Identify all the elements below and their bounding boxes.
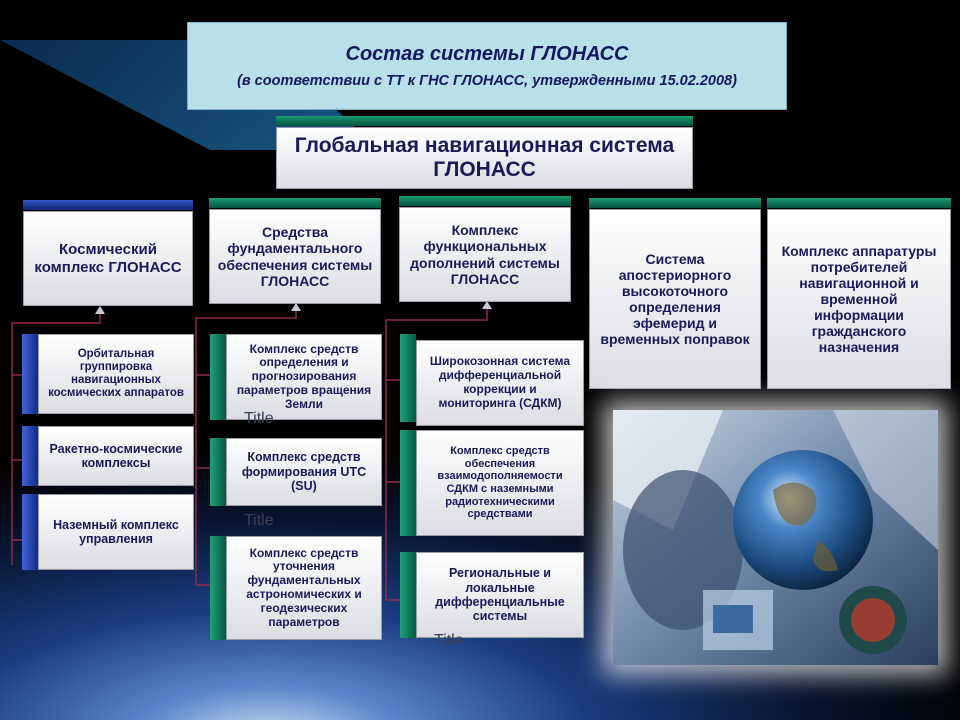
- child-accent-bar: [400, 430, 416, 536]
- child-accent-bar: [210, 536, 226, 640]
- child-accent-bar: [22, 494, 38, 570]
- child-utc-su: [226, 438, 382, 506]
- child-label: Комплекс средств формирования UTC (SU): [241, 450, 367, 494]
- root-accent-strip: [276, 116, 693, 126]
- child-label: Широкозонная система дифференциальной коррекции и мониторинга (СДКМ): [429, 354, 571, 410]
- slide-subtitle: (в соответствии с ТТ к ГНС ГЛОНАСС, утвержденными 15.02.2008): [237, 73, 737, 89]
- child-earth-rotation: [226, 334, 382, 420]
- col3-accent-strip: [399, 196, 571, 206]
- root-system-label: Глобальная навигационная система ГЛОНАСС: [294, 133, 675, 181]
- column-label: Комплекс аппаратуры потребителей навигационной и временной информации гражданского назначения: [781, 242, 937, 356]
- child-accent-bar: [400, 334, 416, 422]
- column-label: Система апостериорного высокоточного определения эфемерид и временных поправок: [600, 250, 750, 348]
- child-ground-control: [38, 494, 194, 570]
- child-label: Орбитальная группировка навигационных космических аппаратов: [48, 347, 184, 400]
- child-orbital-constellation: [38, 334, 194, 414]
- col4-accent-strip: [589, 198, 761, 208]
- child-regional-local: [416, 552, 584, 638]
- child-accent-bar: [22, 426, 38, 486]
- watermark-text: Title: [244, 512, 274, 529]
- column-posteriori-ephemeris: [589, 209, 761, 389]
- child-sdkm-compatibility: [416, 430, 584, 536]
- root-system-box: [276, 127, 693, 189]
- child-rocket-space-complexes: [38, 426, 194, 486]
- child-label: Региональные и локальные дифференциальные системы: [435, 566, 565, 624]
- child-label: Комплекс средств обеспечения взаимодополняемости СДКМ с наземными радиотехническими средствами: [437, 445, 563, 521]
- column-header-label: Комплекс функциональных дополнений системы ГЛОНАСС: [410, 222, 560, 287]
- child-astro-geodetic: [226, 536, 382, 640]
- child-sdkm: [416, 340, 584, 426]
- child-accent-bar: [22, 334, 38, 414]
- column-header-label: Средства фундаментального обеспечения системы ГЛОНАСС: [217, 224, 373, 289]
- col2-accent-strip: [209, 198, 381, 208]
- child-accent-bar: [210, 334, 226, 420]
- watermark-text: Title: [434, 632, 464, 649]
- column-user-equipment: [767, 209, 951, 389]
- child-label: Наземный комплекс управления: [53, 517, 179, 546]
- child-label: Комплекс средств определения и прогнозирования параметров вращения Земли: [236, 341, 372, 411]
- column-header-space-complex: [23, 211, 193, 306]
- column-header-fundamental-support: [209, 209, 381, 304]
- column-header-label: Космический комплекс ГЛОНАСС: [34, 241, 182, 276]
- slide-title: Состав системы ГЛОНАСС: [345, 43, 629, 65]
- child-accent-bar: [210, 438, 226, 506]
- col5-accent-strip: [767, 198, 951, 208]
- child-accent-bar: [400, 552, 416, 638]
- collage-image: [613, 410, 938, 665]
- watermark-text: Title: [244, 410, 274, 427]
- child-label: Комплекс средств уточнения фундаментальных астрономических и геодезических параметров: [246, 545, 362, 629]
- child-label: Ракетно-космические комплексы: [49, 441, 183, 470]
- column-header-augmentation: [399, 207, 571, 302]
- col1-accent-strip: [23, 200, 193, 210]
